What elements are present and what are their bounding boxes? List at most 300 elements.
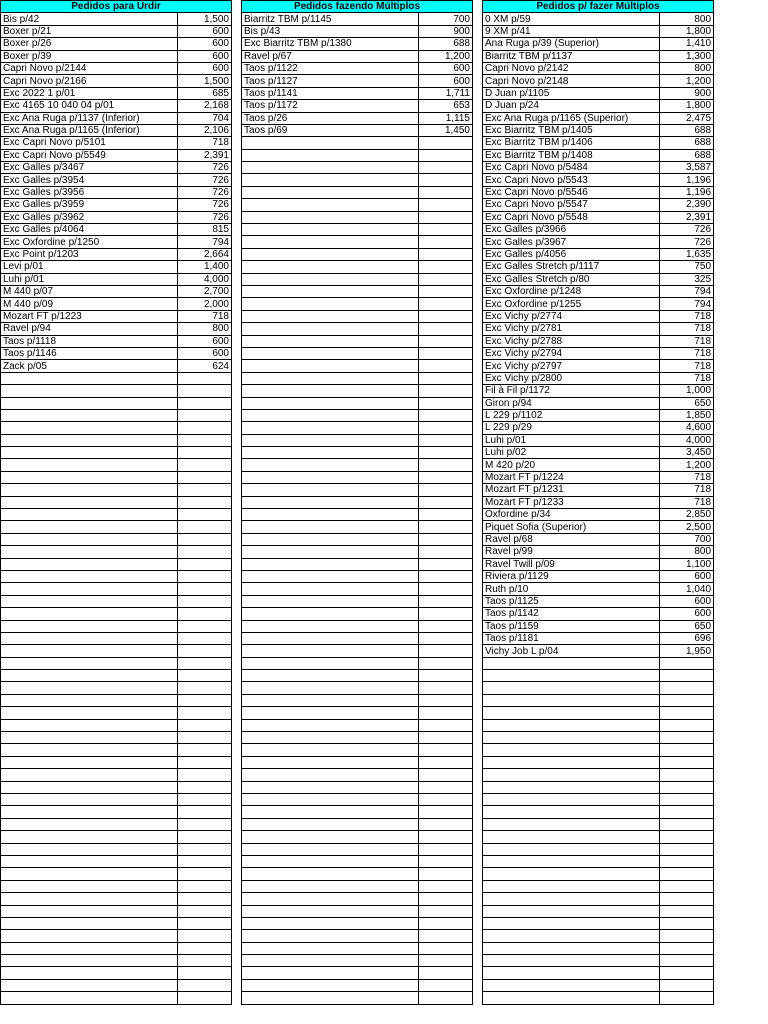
- item-name-cell[interactable]: [242, 248, 419, 260]
- item-name-cell[interactable]: D Juan p/24: [483, 100, 660, 112]
- item-name-cell[interactable]: [242, 608, 419, 620]
- item-name-cell[interactable]: [483, 955, 660, 967]
- quantity-cell[interactable]: [178, 756, 232, 768]
- item-name-cell[interactable]: [1, 459, 178, 471]
- item-name-cell[interactable]: [1, 533, 178, 545]
- quantity-cell[interactable]: 900: [419, 25, 473, 37]
- item-name-cell[interactable]: Boxer p/26: [1, 38, 178, 50]
- item-name-cell[interactable]: [242, 732, 419, 744]
- item-name-cell[interactable]: [1, 682, 178, 694]
- item-name-cell[interactable]: Exc 2022 1 p/01: [1, 87, 178, 99]
- quantity-cell[interactable]: [419, 769, 473, 781]
- quantity-cell[interactable]: [419, 818, 473, 830]
- item-name-cell[interactable]: [242, 893, 419, 905]
- quantity-cell[interactable]: [419, 162, 473, 174]
- item-name-cell[interactable]: [1, 632, 178, 644]
- item-name-cell[interactable]: Exc Vichy p/2794: [483, 347, 660, 359]
- item-name-cell[interactable]: [242, 323, 419, 335]
- item-name-cell[interactable]: Riviera p/1129: [483, 570, 660, 582]
- quantity-cell[interactable]: [660, 893, 714, 905]
- quantity-cell[interactable]: 3,450: [660, 447, 714, 459]
- quantity-cell[interactable]: [178, 558, 232, 570]
- quantity-cell[interactable]: [419, 781, 473, 793]
- item-name-cell[interactable]: [1, 868, 178, 880]
- quantity-cell[interactable]: [419, 843, 473, 855]
- item-name-cell[interactable]: Taos p/1141: [242, 87, 419, 99]
- item-name-cell[interactable]: [1, 707, 178, 719]
- quantity-cell[interactable]: 800: [660, 62, 714, 74]
- quantity-cell[interactable]: [419, 248, 473, 260]
- quantity-cell[interactable]: [419, 484, 473, 496]
- quantity-cell[interactable]: [178, 496, 232, 508]
- quantity-cell[interactable]: [178, 719, 232, 731]
- item-name-cell[interactable]: [483, 794, 660, 806]
- quantity-cell[interactable]: [660, 917, 714, 929]
- quantity-cell[interactable]: [178, 657, 232, 669]
- quantity-cell[interactable]: [178, 868, 232, 880]
- quantity-cell[interactable]: 704: [178, 112, 232, 124]
- item-name-cell[interactable]: Ravel p/67: [242, 50, 419, 62]
- quantity-cell[interactable]: [660, 682, 714, 694]
- quantity-cell[interactable]: 600: [660, 570, 714, 582]
- quantity-cell[interactable]: 688: [660, 124, 714, 136]
- quantity-cell[interactable]: [178, 546, 232, 558]
- quantity-cell[interactable]: [660, 955, 714, 967]
- item-name-cell[interactable]: Exc Capri Novo p/5484: [483, 162, 660, 174]
- item-name-cell[interactable]: Levi p/01: [1, 261, 178, 273]
- item-name-cell[interactable]: [483, 880, 660, 892]
- item-name-cell[interactable]: [1, 558, 178, 570]
- quantity-cell[interactable]: 794: [660, 298, 714, 310]
- quantity-cell[interactable]: 2,391: [178, 149, 232, 161]
- quantity-cell[interactable]: 815: [178, 224, 232, 236]
- quantity-cell[interactable]: [178, 694, 232, 706]
- item-name-cell[interactable]: Exc Galles p/4056: [483, 248, 660, 260]
- item-name-cell[interactable]: Luhi p/01: [483, 434, 660, 446]
- item-name-cell[interactable]: [1, 942, 178, 954]
- item-name-cell[interactable]: [242, 756, 419, 768]
- item-name-cell[interactable]: [1, 409, 178, 421]
- quantity-cell[interactable]: [419, 273, 473, 285]
- quantity-cell[interactable]: [419, 199, 473, 211]
- item-name-cell[interactable]: Exc Capri Novo p/5547: [483, 199, 660, 211]
- quantity-cell[interactable]: [419, 794, 473, 806]
- item-name-cell[interactable]: Piquet Sofia (Superior): [483, 521, 660, 533]
- quantity-cell[interactable]: 1,196: [660, 186, 714, 198]
- item-name-cell[interactable]: [242, 769, 419, 781]
- quantity-cell[interactable]: [419, 447, 473, 459]
- quantity-cell[interactable]: 1,850: [660, 409, 714, 421]
- quantity-cell[interactable]: [419, 583, 473, 595]
- item-name-cell[interactable]: [242, 385, 419, 397]
- quantity-cell[interactable]: 1,500: [178, 13, 232, 25]
- quantity-cell[interactable]: [178, 917, 232, 929]
- item-name-cell[interactable]: [242, 459, 419, 471]
- item-name-cell[interactable]: Mozart FT p/1224: [483, 471, 660, 483]
- item-name-cell[interactable]: [242, 409, 419, 421]
- quantity-cell[interactable]: [178, 744, 232, 756]
- quantity-cell[interactable]: [419, 347, 473, 359]
- item-name-cell[interactable]: [1, 422, 178, 434]
- item-name-cell[interactable]: [242, 707, 419, 719]
- quantity-cell[interactable]: [178, 955, 232, 967]
- item-name-cell[interactable]: Exc Vichy p/2800: [483, 372, 660, 384]
- item-name-cell[interactable]: [1, 818, 178, 830]
- item-name-cell[interactable]: [242, 397, 419, 409]
- quantity-cell[interactable]: [419, 893, 473, 905]
- quantity-cell[interactable]: [178, 967, 232, 979]
- quantity-cell[interactable]: [178, 707, 232, 719]
- item-name-cell[interactable]: D Juan p/1105: [483, 87, 660, 99]
- item-name-cell[interactable]: Taos p/1125: [483, 595, 660, 607]
- item-name-cell[interactable]: [242, 843, 419, 855]
- quantity-cell[interactable]: 600: [178, 335, 232, 347]
- item-name-cell[interactable]: [1, 855, 178, 867]
- quantity-cell[interactable]: 726: [178, 162, 232, 174]
- item-name-cell[interactable]: Exc Capri Novo p/5101: [1, 137, 178, 149]
- item-name-cell[interactable]: [1, 756, 178, 768]
- quantity-cell[interactable]: [419, 434, 473, 446]
- quantity-cell[interactable]: [419, 955, 473, 967]
- quantity-cell[interactable]: [419, 992, 473, 1004]
- item-name-cell[interactable]: Exc Oxfordine p/1250: [1, 236, 178, 248]
- item-name-cell[interactable]: [1, 570, 178, 582]
- quantity-cell[interactable]: 688: [660, 149, 714, 161]
- quantity-cell[interactable]: 688: [660, 137, 714, 149]
- quantity-cell[interactable]: [660, 806, 714, 818]
- item-name-cell[interactable]: Exc Capri Novo p/5543: [483, 174, 660, 186]
- item-name-cell[interactable]: [1, 620, 178, 632]
- quantity-cell[interactable]: [419, 868, 473, 880]
- quantity-cell[interactable]: [178, 645, 232, 657]
- item-name-cell[interactable]: [242, 471, 419, 483]
- quantity-cell[interactable]: [660, 657, 714, 669]
- quantity-cell[interactable]: [660, 992, 714, 1004]
- item-name-cell[interactable]: [483, 694, 660, 706]
- quantity-cell[interactable]: [419, 509, 473, 521]
- quantity-cell[interactable]: [419, 682, 473, 694]
- quantity-cell[interactable]: 718: [660, 335, 714, 347]
- item-name-cell[interactable]: [242, 855, 419, 867]
- item-name-cell[interactable]: [1, 471, 178, 483]
- quantity-cell[interactable]: [419, 719, 473, 731]
- quantity-cell[interactable]: 2,500: [660, 521, 714, 533]
- quantity-cell[interactable]: 718: [660, 310, 714, 322]
- item-name-cell[interactable]: Exc Vichy p/2774: [483, 310, 660, 322]
- item-name-cell[interactable]: [1, 794, 178, 806]
- item-name-cell[interactable]: [242, 583, 419, 595]
- item-name-cell[interactable]: Capri Novo p/2144: [1, 62, 178, 74]
- quantity-cell[interactable]: 718: [660, 471, 714, 483]
- item-name-cell[interactable]: [242, 186, 419, 198]
- item-name-cell[interactable]: [483, 682, 660, 694]
- item-name-cell[interactable]: [242, 422, 419, 434]
- quantity-cell[interactable]: [178, 843, 232, 855]
- item-name-cell[interactable]: Exc Point p/1203: [1, 248, 178, 260]
- quantity-cell[interactable]: [178, 818, 232, 830]
- item-name-cell[interactable]: [242, 645, 419, 657]
- item-name-cell[interactable]: [242, 806, 419, 818]
- quantity-cell[interactable]: 800: [178, 323, 232, 335]
- quantity-cell[interactable]: [660, 744, 714, 756]
- quantity-cell[interactable]: [419, 236, 473, 248]
- quantity-cell[interactable]: 718: [178, 137, 232, 149]
- item-name-cell[interactable]: [242, 533, 419, 545]
- quantity-cell[interactable]: [419, 744, 473, 756]
- item-name-cell[interactable]: [483, 942, 660, 954]
- item-name-cell[interactable]: [1, 880, 178, 892]
- item-name-cell[interactable]: [242, 360, 419, 372]
- item-name-cell[interactable]: Oxfordine p/34: [483, 509, 660, 521]
- item-name-cell[interactable]: [1, 732, 178, 744]
- item-name-cell[interactable]: Exc Galles p/4064: [1, 224, 178, 236]
- item-name-cell[interactable]: L 229 p/29: [483, 422, 660, 434]
- item-name-cell[interactable]: Luhi p/01: [1, 273, 178, 285]
- quantity-cell[interactable]: 726: [178, 186, 232, 198]
- quantity-cell[interactable]: [660, 794, 714, 806]
- item-name-cell[interactable]: Bis p/42: [1, 13, 178, 25]
- item-name-cell[interactable]: [1, 917, 178, 929]
- quantity-cell[interactable]: [660, 781, 714, 793]
- quantity-cell[interactable]: [419, 620, 473, 632]
- item-name-cell[interactable]: Boxer p/21: [1, 25, 178, 37]
- quantity-cell[interactable]: [660, 855, 714, 867]
- quantity-cell[interactable]: 3,587: [660, 162, 714, 174]
- quantity-cell[interactable]: [178, 632, 232, 644]
- quantity-cell[interactable]: 1,711: [419, 87, 473, 99]
- item-name-cell[interactable]: Exc Ana Ruga p/1137 (Inferior): [1, 112, 178, 124]
- item-name-cell[interactable]: [1, 645, 178, 657]
- quantity-cell[interactable]: 1,300: [660, 50, 714, 62]
- item-name-cell[interactable]: [483, 967, 660, 979]
- item-name-cell[interactable]: [1, 719, 178, 731]
- quantity-cell[interactable]: 1,950: [660, 645, 714, 657]
- quantity-cell[interactable]: 718: [660, 347, 714, 359]
- quantity-cell[interactable]: 2,000: [178, 298, 232, 310]
- item-name-cell[interactable]: Exc Galles p/3467: [1, 162, 178, 174]
- quantity-cell[interactable]: 750: [660, 261, 714, 273]
- item-name-cell[interactable]: Taos p/1172: [242, 100, 419, 112]
- quantity-cell[interactable]: [178, 471, 232, 483]
- quantity-cell[interactable]: [178, 682, 232, 694]
- quantity-cell[interactable]: [419, 323, 473, 335]
- quantity-cell[interactable]: [419, 657, 473, 669]
- item-name-cell[interactable]: [483, 868, 660, 880]
- quantity-cell[interactable]: [419, 831, 473, 843]
- item-name-cell[interactable]: [483, 855, 660, 867]
- item-name-cell[interactable]: [483, 831, 660, 843]
- item-name-cell[interactable]: [242, 558, 419, 570]
- item-name-cell[interactable]: Ravel p/99: [483, 546, 660, 558]
- quantity-cell[interactable]: [419, 756, 473, 768]
- quantity-cell[interactable]: [419, 670, 473, 682]
- quantity-cell[interactable]: [419, 595, 473, 607]
- item-name-cell[interactable]: Exc Capri Novo p/5548: [483, 211, 660, 223]
- quantity-cell[interactable]: [178, 806, 232, 818]
- quantity-cell[interactable]: [419, 979, 473, 991]
- quantity-cell[interactable]: [660, 694, 714, 706]
- quantity-cell[interactable]: [419, 186, 473, 198]
- item-name-cell[interactable]: M 440 p/07: [1, 285, 178, 297]
- quantity-cell[interactable]: 1,800: [660, 100, 714, 112]
- quantity-cell[interactable]: 718: [660, 323, 714, 335]
- quantity-cell[interactable]: [419, 533, 473, 545]
- item-name-cell[interactable]: Taos p/69: [242, 124, 419, 136]
- item-name-cell[interactable]: [483, 979, 660, 991]
- item-name-cell[interactable]: [242, 372, 419, 384]
- quantity-cell[interactable]: [660, 868, 714, 880]
- quantity-cell[interactable]: [660, 880, 714, 892]
- quantity-cell[interactable]: [660, 707, 714, 719]
- quantity-cell[interactable]: [419, 930, 473, 942]
- item-name-cell[interactable]: [1, 397, 178, 409]
- item-name-cell[interactable]: [242, 285, 419, 297]
- quantity-cell[interactable]: 624: [178, 360, 232, 372]
- item-name-cell[interactable]: [1, 484, 178, 496]
- quantity-cell[interactable]: [419, 397, 473, 409]
- item-name-cell[interactable]: [242, 546, 419, 558]
- item-name-cell[interactable]: [1, 955, 178, 967]
- quantity-cell[interactable]: 600: [178, 38, 232, 50]
- item-name-cell[interactable]: Exc Galles p/3966: [483, 224, 660, 236]
- item-name-cell[interactable]: [242, 620, 419, 632]
- quantity-cell[interactable]: [178, 521, 232, 533]
- item-name-cell[interactable]: [242, 719, 419, 731]
- quantity-cell[interactable]: 700: [419, 13, 473, 25]
- quantity-cell[interactable]: [660, 756, 714, 768]
- item-name-cell[interactable]: [483, 843, 660, 855]
- quantity-cell[interactable]: [419, 385, 473, 397]
- item-name-cell[interactable]: [242, 496, 419, 508]
- item-name-cell[interactable]: [1, 843, 178, 855]
- quantity-cell[interactable]: [660, 843, 714, 855]
- item-name-cell[interactable]: [1, 595, 178, 607]
- item-name-cell[interactable]: [483, 893, 660, 905]
- quantity-cell[interactable]: 726: [178, 174, 232, 186]
- quantity-cell[interactable]: [419, 149, 473, 161]
- quantity-cell[interactable]: 718: [660, 360, 714, 372]
- quantity-cell[interactable]: [178, 583, 232, 595]
- quantity-cell[interactable]: [419, 211, 473, 223]
- item-name-cell[interactable]: [242, 298, 419, 310]
- item-name-cell[interactable]: [242, 521, 419, 533]
- item-name-cell[interactable]: Capri Novo p/2166: [1, 75, 178, 87]
- quantity-cell[interactable]: [178, 670, 232, 682]
- quantity-cell[interactable]: [660, 831, 714, 843]
- quantity-cell[interactable]: 600: [178, 62, 232, 74]
- quantity-cell[interactable]: [419, 608, 473, 620]
- quantity-cell[interactable]: [178, 459, 232, 471]
- quantity-cell[interactable]: 4,000: [178, 273, 232, 285]
- item-name-cell[interactable]: [242, 781, 419, 793]
- quantity-cell[interactable]: 600: [419, 62, 473, 74]
- quantity-cell[interactable]: [419, 496, 473, 508]
- item-name-cell[interactable]: Giron p/94: [483, 397, 660, 409]
- item-name-cell[interactable]: [1, 744, 178, 756]
- item-name-cell[interactable]: [1, 372, 178, 384]
- quantity-cell[interactable]: [419, 967, 473, 979]
- quantity-cell[interactable]: [419, 707, 473, 719]
- quantity-cell[interactable]: 1,400: [178, 261, 232, 273]
- item-name-cell[interactable]: Taos p/1127: [242, 75, 419, 87]
- quantity-cell[interactable]: [178, 422, 232, 434]
- quantity-cell[interactable]: [178, 831, 232, 843]
- item-name-cell[interactable]: Taos p/26: [242, 112, 419, 124]
- item-name-cell[interactable]: Capri Novo p/2142: [483, 62, 660, 74]
- item-name-cell[interactable]: [483, 707, 660, 719]
- quantity-cell[interactable]: 800: [660, 546, 714, 558]
- item-name-cell[interactable]: Exc Oxfordine p/1255: [483, 298, 660, 310]
- item-name-cell[interactable]: [242, 794, 419, 806]
- quantity-cell[interactable]: 800: [660, 13, 714, 25]
- item-name-cell[interactable]: Exc Ana Ruga p/1165 (Superior): [483, 112, 660, 124]
- item-name-cell[interactable]: [1, 694, 178, 706]
- item-name-cell[interactable]: [483, 992, 660, 1004]
- item-name-cell[interactable]: Ravel p/94: [1, 323, 178, 335]
- quantity-cell[interactable]: [178, 385, 232, 397]
- quantity-cell[interactable]: [178, 397, 232, 409]
- item-name-cell[interactable]: Exc Capri Novo p/5546: [483, 186, 660, 198]
- item-name-cell[interactable]: Exc Galles Stretch p/80: [483, 273, 660, 285]
- quantity-cell[interactable]: [178, 533, 232, 545]
- quantity-cell[interactable]: [419, 422, 473, 434]
- quantity-cell[interactable]: [419, 806, 473, 818]
- item-name-cell[interactable]: Mozart FT p/1223: [1, 310, 178, 322]
- quantity-cell[interactable]: [419, 570, 473, 582]
- quantity-cell[interactable]: 1,410: [660, 38, 714, 50]
- quantity-cell[interactable]: [419, 360, 473, 372]
- item-name-cell[interactable]: [242, 137, 419, 149]
- item-name-cell[interactable]: L 229 p/1102: [483, 409, 660, 421]
- item-name-cell[interactable]: [1, 434, 178, 446]
- item-name-cell[interactable]: [242, 917, 419, 929]
- item-name-cell[interactable]: [1, 769, 178, 781]
- quantity-cell[interactable]: 696: [660, 632, 714, 644]
- quantity-cell[interactable]: [660, 905, 714, 917]
- quantity-cell[interactable]: [419, 174, 473, 186]
- quantity-cell[interactable]: [419, 546, 473, 558]
- item-name-cell[interactable]: [1, 979, 178, 991]
- item-name-cell[interactable]: [242, 310, 419, 322]
- item-name-cell[interactable]: [242, 905, 419, 917]
- item-name-cell[interactable]: [1, 447, 178, 459]
- quantity-cell[interactable]: [419, 459, 473, 471]
- quantity-cell[interactable]: 600: [178, 25, 232, 37]
- item-name-cell[interactable]: Exc Biarritz TBM p/1380: [242, 38, 419, 50]
- item-name-cell[interactable]: Taos p/1122: [242, 62, 419, 74]
- item-name-cell[interactable]: Exc Galles p/3959: [1, 199, 178, 211]
- item-name-cell[interactable]: [242, 335, 419, 347]
- item-name-cell[interactable]: Exc Vichy p/2781: [483, 323, 660, 335]
- quantity-cell[interactable]: [178, 930, 232, 942]
- quantity-cell[interactable]: 600: [660, 595, 714, 607]
- quantity-cell[interactable]: 726: [178, 211, 232, 223]
- item-name-cell[interactable]: [242, 347, 419, 359]
- quantity-cell[interactable]: [178, 409, 232, 421]
- quantity-cell[interactable]: [178, 855, 232, 867]
- quantity-cell[interactable]: 2,850: [660, 509, 714, 521]
- item-name-cell[interactable]: Mozart FT p/1231: [483, 484, 660, 496]
- quantity-cell[interactable]: 718: [178, 310, 232, 322]
- quantity-cell[interactable]: 600: [419, 75, 473, 87]
- quantity-cell[interactable]: 4,600: [660, 422, 714, 434]
- quantity-cell[interactable]: [178, 372, 232, 384]
- quantity-cell[interactable]: [178, 992, 232, 1004]
- quantity-cell[interactable]: [419, 558, 473, 570]
- item-name-cell[interactable]: [242, 447, 419, 459]
- quantity-cell[interactable]: 2,168: [178, 100, 232, 112]
- item-name-cell[interactable]: [1, 546, 178, 558]
